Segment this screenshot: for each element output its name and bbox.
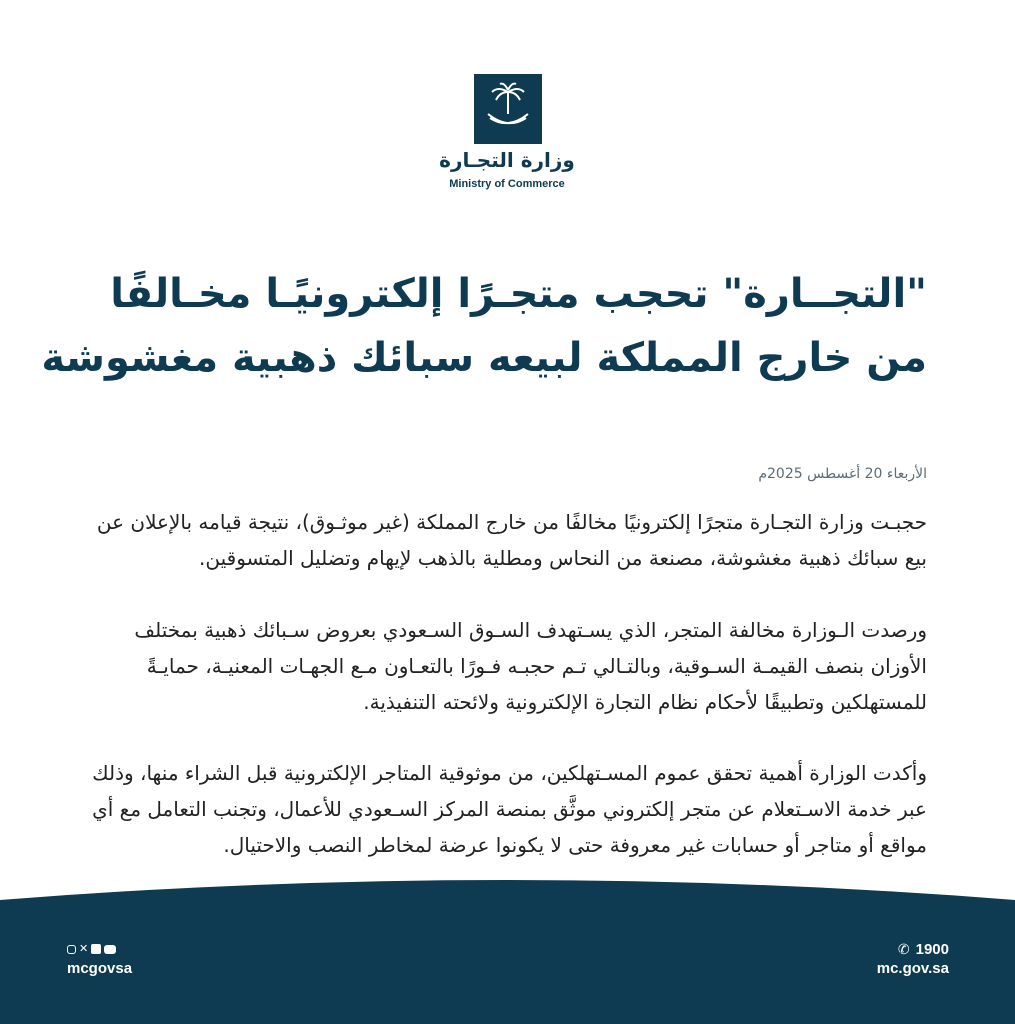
phone-contact[interactable] (898, 941, 949, 958)
paragraph-line: وأكدت الوزارة أهمية تحقق عموم المسـتهلكين، من موثوقية المتاجر الإلكترونية قبل الشراء منها، وذلك (92, 761, 927, 785)
phone-icon: ✆ (897, 941, 910, 958)
paragraph-line: الأوزان بنصف القيمـة السـوقية، وبالتـالي تـم حجبـه فـورًا بالتعـاون مـع الجهـات المعنيـة، حمايـةً (146, 654, 927, 678)
paragraph-line: حجبـت وزارة التجـارة متجرًا إلكترونيًا مخالفًا من خارج المملكة (غير موثـوق)، نتيجة قيامه بالإعلان عن (96, 510, 927, 534)
paragraph-3 (77, 755, 927, 863)
phone-number: 1900 (915, 941, 949, 958)
paragraph-line: ورصدت الـوزارة مخالفة المتجر، الذي يسـتهدف السـوق السـعودي بعروض سـبائك ذهبية بمختلف (134, 618, 927, 642)
publish-date: الأربعاء 20 أغسطس 2025م (758, 466, 927, 482)
instagram-icon[interactable] (67, 945, 76, 954)
headline-line: من خارج المملكة لبيعه سبائك ذهبية مغشوشة (41, 335, 927, 381)
saudi-emblem-palm-swords-icon (474, 74, 542, 144)
facebook-icon[interactable] (91, 944, 101, 954)
ministry-name-english: Ministry of Commerce (449, 178, 565, 190)
x-icon[interactable]: ✕ (79, 942, 89, 955)
ministry-emblem-logo (474, 74, 542, 144)
headline (41, 262, 927, 390)
headline-line: "التجــارة" تحجب متجـرًا إلكترونيًـا مخـالفًا (110, 271, 927, 317)
website-link[interactable]: mc.gov.sa (876, 960, 949, 977)
ministry-name-arabic: وزارة التجـارة (439, 148, 575, 172)
youtube-icon[interactable] (104, 945, 116, 954)
paragraph-line: عبر خدمة الاسـتعلام عن متجر إلكتروني موثَّق بمنصة المركز السـعودي للأعمال، وتجنب التعامل مع أي (92, 797, 927, 821)
paragraph-line: مواقع أو متاجر أو حسابات غير معروفة حتى لا يكونوا عرضة لمخاطر النصب والاحتيال. (223, 833, 927, 857)
paragraph-2 (77, 612, 927, 720)
social-handle[interactable]: mcgovsa (67, 960, 133, 977)
paragraph-line: للمستهلكين وتطبيقًا لأحكام نظام التجارة الإلكترونية ولائحته التنفيذية. (363, 690, 927, 714)
footer-background (0, 870, 1015, 1024)
social-icons (67, 944, 116, 954)
paragraph-1 (77, 504, 927, 576)
paragraph-line: بيع سبائك ذهبية مغشوشة، مصنعة من النحاس ومطلية بالذهب لإيهام وتضليل المتسوقين. (199, 546, 927, 570)
